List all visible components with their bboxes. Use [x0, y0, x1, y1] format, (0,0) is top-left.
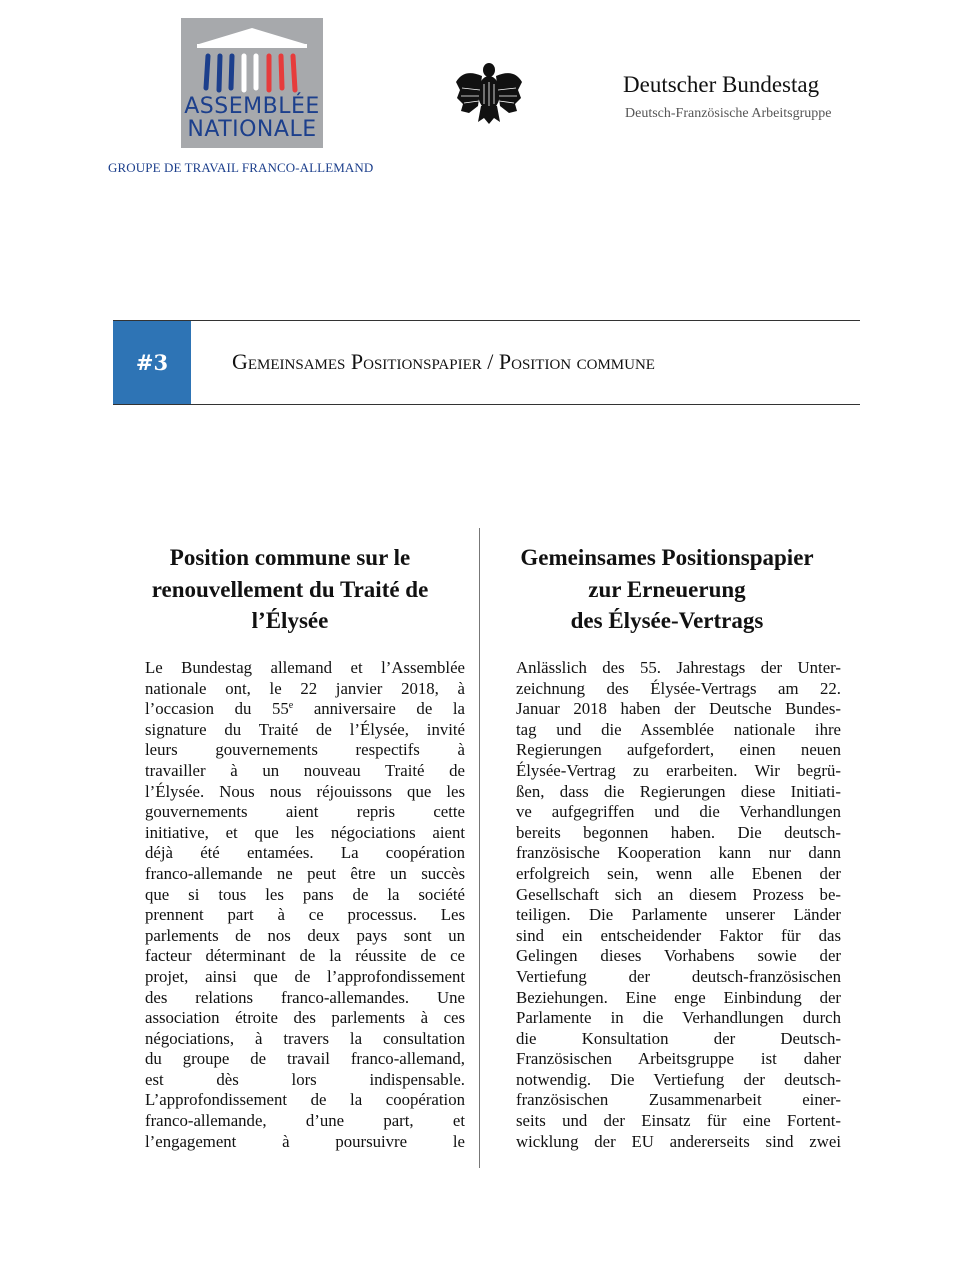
french-body-text — [145, 658, 465, 1152]
body-text-line: association étroite des parlements à ces — [145, 1008, 465, 1028]
assemblee-logo-line2: NATIONALE — [187, 117, 317, 142]
body-text-line: seits und der Einsatz für eine Fortent- — [516, 1111, 841, 1131]
body-text-line: l’engagement à poursuivre le — [145, 1131, 465, 1151]
german-heading-line: Gemeinsames Positionspapier — [520, 545, 814, 570]
body-text-line: Regierungen aufgefordert, einen neuen — [516, 740, 841, 760]
body-text-line: du groupe de travail franco-allemand, — [145, 1049, 465, 1069]
body-text-line: notwendig. Die Vertiefung der deutsch- — [516, 1069, 841, 1089]
body-text-line: initiative, et que les négociations aient — [145, 822, 465, 842]
bundestag-title: Deutscher Bundestag — [623, 72, 820, 97]
document-type-title: Gemeinsames Positionspapier / Position commune — [232, 349, 655, 374]
body-text-line: Le Bundestag allemand et l’Assemblée — [145, 658, 465, 677]
body-text-line: gouvernements aient repris cette — [145, 802, 465, 822]
body-text-line: Parlamente in die Verhandlungen durch — [516, 1008, 841, 1028]
body-text-line: prennent part à ce processus. Les — [145, 905, 465, 925]
body-text-line: ßen, dass die Regierungen diese Initiati- — [516, 781, 841, 801]
body-text-line: négociations, à travers la consultation — [145, 1028, 465, 1048]
body-text-line: ve aufgegriffen und die Verhandlungen — [516, 802, 841, 822]
body-text-line: nationale ont, le 22 janvier 2018, à — [145, 678, 465, 698]
french-heading — [128, 542, 452, 637]
french-heading-line: l’Élysée — [251, 608, 329, 633]
body-text-line: sind ein entscheidender Faktor für das — [516, 925, 841, 945]
body-text-line: l’Élysée. Nous nous réjouissons que les — [145, 781, 465, 801]
body-text-line: déjà été entamées. La coopération — [145, 843, 465, 863]
body-text-line: wicklung der EU andererseits sind zwei — [516, 1131, 841, 1151]
french-heading-line: Position commune sur le — [169, 545, 411, 570]
body-text-line: signature du Traité de l’Élysée, invité — [145, 719, 465, 739]
body-text-line: die Konsultation der Deutsch- — [516, 1028, 841, 1048]
body-text-line: est dès lors indispensable. — [145, 1069, 465, 1089]
body-text-line: l’occasion du 55e anniversaire de la — [145, 699, 465, 719]
body-text-line: Französischen Arbeitsgruppe ist daher — [516, 1049, 841, 1069]
body-text-line: französischen Zusammenarbeit einer- — [516, 1090, 841, 1110]
body-text-line: Januar 2018 haben der Deutsche Bundes- — [516, 699, 841, 719]
assemblee-building-icon — [181, 18, 323, 98]
body-text-line: Élysée-Vertrag zu erarbeiten. Wir begrü- — [516, 760, 841, 780]
german-body-text — [516, 658, 841, 1152]
body-text-line: teiligen. Die Parlamente unserer Länder — [516, 905, 841, 925]
band-bottom-rule — [113, 404, 860, 405]
body-text-line: Beziehungen. Eine enge Einbindung der — [516, 987, 841, 1007]
body-text-line: Vertiefung der deutsch-französischen — [516, 966, 841, 986]
german-heading — [500, 542, 834, 637]
bundestag-eagle-icon — [454, 60, 524, 126]
assemblee-logo-line1: ASSEMBLÉE — [184, 94, 320, 119]
body-text-line: Gesellschaft sich an diesem Prozess be- — [516, 884, 841, 904]
assemblee-nationale-logo-icon — [181, 18, 323, 148]
body-text-line: des relations franco-allemandes. Une — [145, 987, 465, 1007]
german-heading-line: zur Erneuerung — [588, 576, 746, 602]
body-text-line: facteur déterminant de la réussite de ce — [145, 946, 465, 966]
body-text-line: erfolgreich sein, wenn alle Ebenen der — [516, 863, 841, 883]
document-number-badge: #3 — [113, 321, 191, 404]
body-text-line: travailler à un nouveau Traité de — [145, 760, 465, 780]
band-top-rule — [113, 320, 860, 321]
column-divider — [479, 528, 480, 1168]
body-text-line: tag und die Assemblée nationale ihre — [516, 719, 841, 739]
body-text-line: zeichnung des Élysée-Vertrags am 22. — [516, 678, 841, 698]
body-text-line: que si tous les pans de la société — [145, 884, 465, 904]
body-text-line: L’approfondissement de la coopération — [145, 1090, 465, 1110]
german-heading-line: des Élysée-Vertrags — [570, 608, 764, 633]
body-text-line: französische Kooperation kann nur dann — [516, 843, 841, 863]
body-text-line: Anlässlich des 55. Jahrestags der Unter- — [516, 658, 841, 677]
body-text-line: projet, ainsi que de l’approfondissement — [145, 966, 465, 986]
assemblee-subtitle: GROUPE DE TRAVAIL FRANCO-ALLEMAND — [108, 160, 374, 175]
body-text-line: franco-allemande ne peut être un succès — [145, 863, 465, 883]
ordinal-superscript: e — [288, 700, 294, 712]
body-text-line: parlements de nos deux pays sont un — [145, 925, 465, 945]
body-text-line: bereits begonnen haben. Die deutsch- — [516, 822, 841, 842]
body-text-line: leurs gouvernements respectifs à — [145, 740, 465, 760]
body-text-line: franco-allemande, d’une part, et — [145, 1111, 465, 1131]
body-text-line: Gelingen dieses Vorhabens sowie der — [516, 946, 841, 966]
french-heading-line: renouvellement du Traité de — [151, 576, 429, 602]
bundestag-subtitle: Deutsch-Französische Arbeitsgruppe — [625, 106, 832, 121]
